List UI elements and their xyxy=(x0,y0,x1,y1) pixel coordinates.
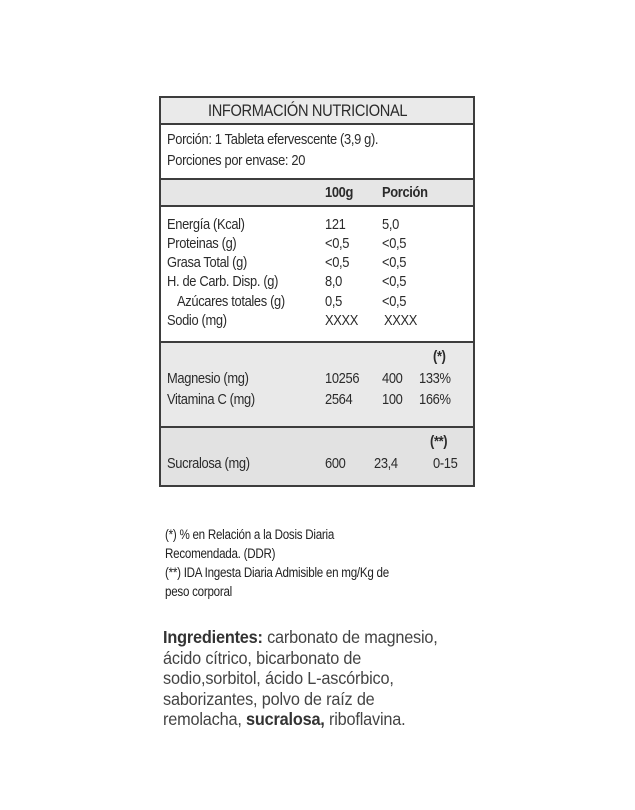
ingredients-text: carbonato de magnesio, xyxy=(262,627,438,647)
nutrient-per-100g: XXXX xyxy=(325,312,359,329)
nutrient-per-portion: <0,5 xyxy=(382,293,407,310)
vitamin-name: Vitamina C (mg) xyxy=(167,391,255,408)
sweetener-band xyxy=(161,428,473,485)
ingredients-heading: Ingredientes: xyxy=(163,627,263,647)
serving-band xyxy=(161,125,473,180)
nutrient-per-100g: <0,5 xyxy=(325,235,350,252)
nutrients-band xyxy=(161,207,473,343)
vitamin-per-portion: 400 xyxy=(382,370,403,387)
ingredients-paragraph xyxy=(163,627,583,730)
servings-per-container: Porciones por envase: 20 xyxy=(167,152,306,169)
vitamin-per-100g: 2564 xyxy=(325,391,353,408)
ingredients-line: ácido cítrico, bicarbonato de xyxy=(163,647,362,668)
table-title: INFORMACIÓN NUTRICIONAL xyxy=(208,101,408,120)
sweetener-ida: 0-15 xyxy=(433,455,458,472)
column-header-band xyxy=(161,180,473,207)
nutrient-name: Proteinas (g) xyxy=(167,235,237,252)
sweetener-per-100g: 600 xyxy=(325,455,346,472)
footnote-ida-line1: (**) IDA Ingesta Diaria Admisible en mg/Kg de xyxy=(165,565,389,580)
ddr-marker: (*) xyxy=(433,348,446,365)
ingredients-highlight: sucralosa, xyxy=(245,709,325,730)
sweetener-name: Sucralosa (mg) xyxy=(167,455,250,472)
ida-marker: (**) xyxy=(430,433,448,450)
ingredients-text: remolacha, xyxy=(163,709,246,730)
nutrient-per-portion: XXXX xyxy=(384,312,418,329)
serving-size: Porción: 1 Tableta efervescente (3,9 g). xyxy=(167,131,379,148)
column-header-portion: Porción xyxy=(382,184,428,201)
nutrient-name: H. de Carb. Disp. (g) xyxy=(167,273,279,290)
nutrient-per-100g: <0,5 xyxy=(325,254,350,271)
column-header-100g: 100g xyxy=(325,184,354,201)
ingredients-line: saborizantes, polvo de raíz de xyxy=(163,688,375,709)
footnote-ddr-line1: (*) % en Relación a la Dosis Diaria xyxy=(165,527,335,542)
nutrient-name: Azúcares totales (g) xyxy=(177,293,285,310)
nutrition-facts-table xyxy=(159,96,475,487)
ingredients-line xyxy=(163,627,554,648)
footnote-ddr-line2: Recomendada. (DDR) xyxy=(165,546,276,561)
title-band xyxy=(161,98,473,125)
vitamin-ddr-percent: 133% xyxy=(419,370,451,387)
nutrient-name: Energía (Kcal) xyxy=(167,216,245,233)
vitamin-name: Magnesio (mg) xyxy=(167,370,249,387)
ingredients-text: riboflavina. xyxy=(324,709,406,730)
vitamin-per-portion: 100 xyxy=(382,391,403,408)
nutrient-per-portion: 5,0 xyxy=(382,216,399,233)
nutrient-per-100g: 121 xyxy=(325,216,346,233)
ingredients-line xyxy=(163,709,554,730)
nutrient-per-100g: 8,0 xyxy=(325,273,342,290)
nutrient-per-portion: <0,5 xyxy=(382,254,407,271)
sweetener-per-portion: 23,4 xyxy=(374,455,398,472)
nutrient-per-100g: 0,5 xyxy=(325,293,342,310)
nutrient-per-portion: <0,5 xyxy=(382,273,407,290)
nutrient-name: Sodio (mg) xyxy=(167,312,227,329)
footnote-ida-line2: peso corporal xyxy=(165,584,232,599)
nutrient-per-portion: <0,5 xyxy=(382,235,407,252)
vitamins-band xyxy=(161,343,473,428)
vitamin-ddr-percent: 166% xyxy=(419,391,451,408)
vitamin-per-100g: 10256 xyxy=(325,370,360,387)
nutrient-name: Grasa Total (g) xyxy=(167,254,247,271)
ingredients-line: sodio,sorbitol, ácido L-ascórbico, xyxy=(163,668,394,689)
